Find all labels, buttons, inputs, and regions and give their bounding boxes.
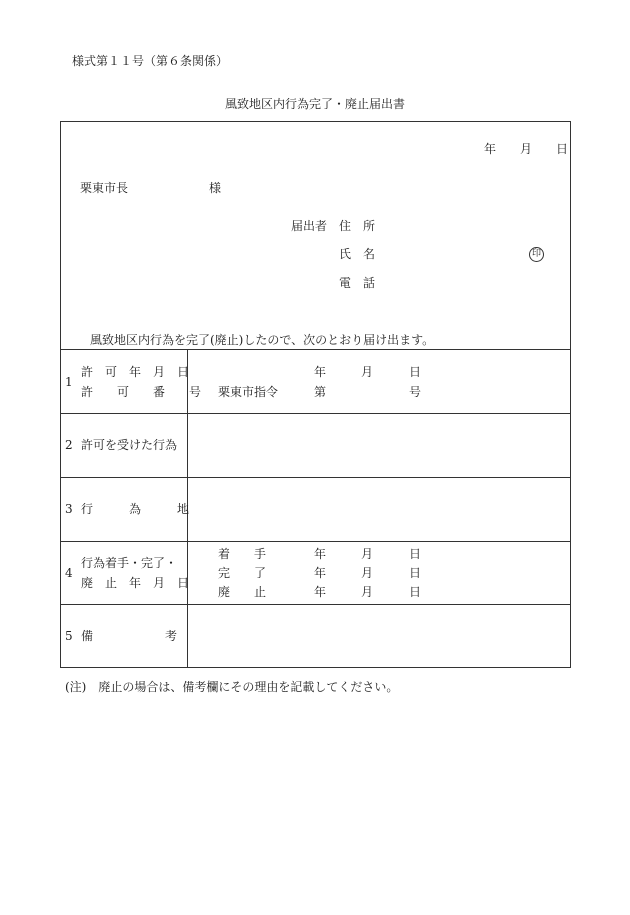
start-month: 月 xyxy=(361,547,374,561)
row-2-label: 許可を受けた行為 xyxy=(81,438,178,452)
start-label: 着 手 xyxy=(218,547,267,561)
row-1-label-line2: 許 可 番 号 xyxy=(81,385,202,399)
notifier-label: 届出者 xyxy=(291,219,328,233)
footnote: (注) 廃止の場合は、備考欄にその理由を記載してください。 xyxy=(65,680,399,694)
notifier-phone-label: 電 話 xyxy=(339,276,376,290)
abolish-month: 月 xyxy=(361,585,374,599)
seal-mark: 印 xyxy=(529,247,544,262)
permit-dai: 第 xyxy=(314,385,327,399)
date-year-label: 年 xyxy=(484,142,497,156)
declaration-text: 風致地区内行為を完了(廃止)したので、次のとおり届け出ます。 xyxy=(90,333,435,347)
date-month-label: 月 xyxy=(520,142,533,156)
permit-issuer: 栗東市指令 xyxy=(218,385,279,399)
row-rule xyxy=(60,541,571,542)
row-5-number: 5 xyxy=(65,629,73,643)
complete-month: 月 xyxy=(361,566,374,580)
row-rule xyxy=(60,413,571,414)
row-rule xyxy=(60,477,571,478)
row-4-label-line1: 行為着手・完了・ xyxy=(81,556,178,570)
permit-month: 月 xyxy=(361,365,374,379)
form-number: 様式第１１号（第６条関係） xyxy=(72,54,229,68)
abolish-label: 廃 止 xyxy=(218,585,267,599)
table-top-rule xyxy=(60,349,571,350)
row-3-number: 3 xyxy=(65,502,73,516)
row-1-label-line1: 許 可 年 月 日 xyxy=(81,365,190,379)
permit-day: 日 xyxy=(409,365,422,379)
complete-year: 年 xyxy=(314,566,327,580)
row-rule xyxy=(60,604,571,605)
complete-day: 日 xyxy=(409,566,422,580)
row-5-label: 備 考 xyxy=(81,629,178,643)
row-1-number: 1 xyxy=(65,375,73,389)
addressee-honorific: 様 xyxy=(209,181,222,195)
notifier-address-label: 住 所 xyxy=(339,219,376,233)
abolish-year: 年 xyxy=(314,585,327,599)
start-year: 年 xyxy=(314,547,327,561)
permit-go: 号 xyxy=(409,385,422,399)
addressee-name: 栗東市長 xyxy=(80,181,129,195)
permit-year: 年 xyxy=(314,365,327,379)
start-day: 日 xyxy=(409,547,422,561)
row-4-number: 4 xyxy=(65,566,73,580)
complete-label: 完 了 xyxy=(218,566,267,580)
row-3-label: 行 為 地 xyxy=(81,502,190,516)
row-2-number: 2 xyxy=(65,438,73,452)
notifier-name-label: 氏 名 xyxy=(339,247,376,261)
form-title: 風致地区内行為完了・廃止届出書 xyxy=(224,97,405,111)
date-day-label: 日 xyxy=(556,142,569,156)
abolish-day: 日 xyxy=(409,585,422,599)
row-4-label-line2: 廃 止 年 月 日 xyxy=(81,576,190,590)
